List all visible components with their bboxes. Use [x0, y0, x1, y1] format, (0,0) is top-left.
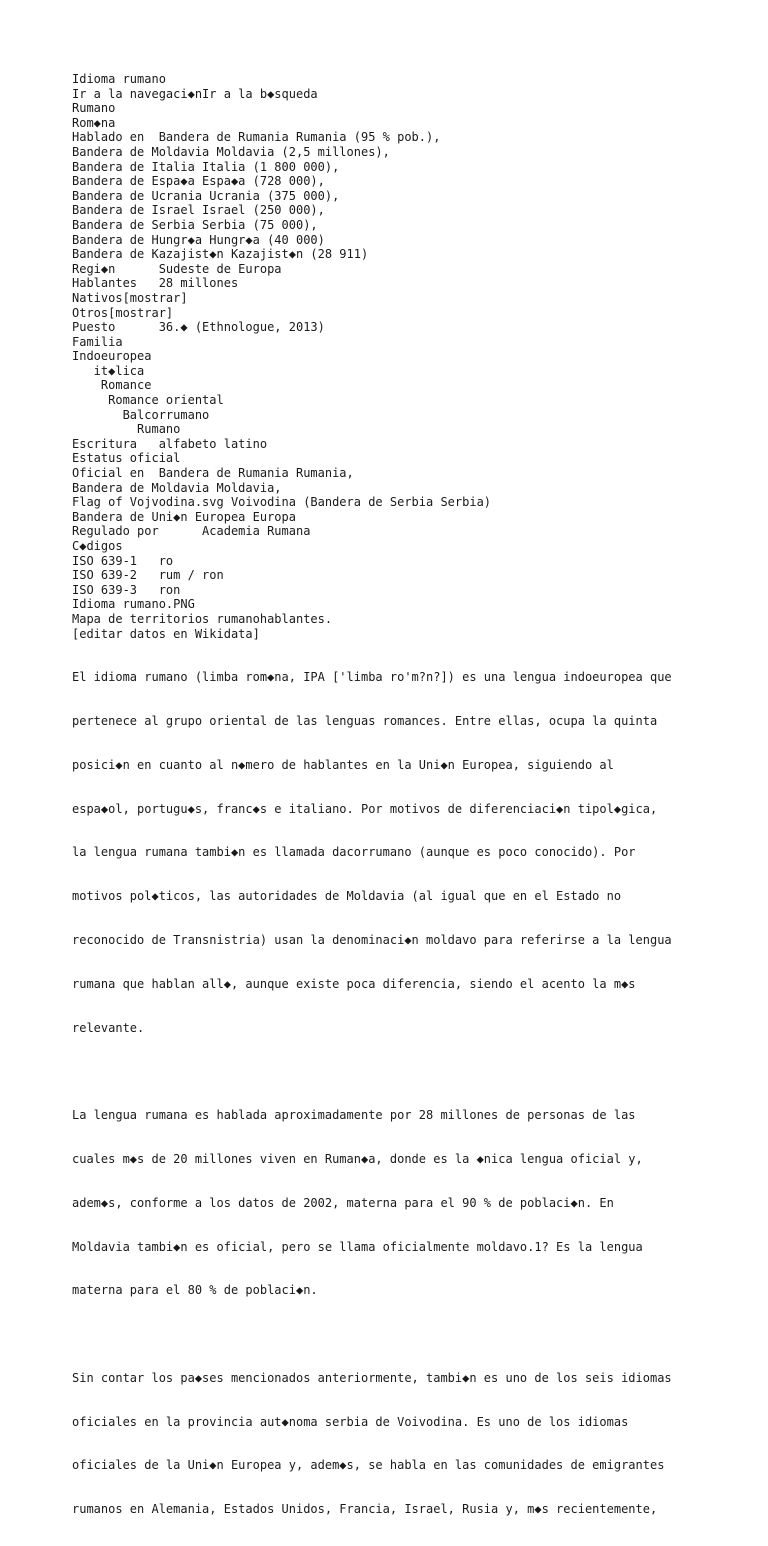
paragraph-line: reconocido de Transnistria) usan la denominaci◆n moldavo para referirse a la lengua [72, 933, 672, 948]
infobox-block [72, 72, 712, 641]
document-body [72, 72, 712, 1546]
paragraph-line: posici◆n en cuanto al n◆mero de hablantes en la Uni◆n Europea, siguiendo al [72, 757, 614, 772]
paragraph-line: oficiales en la provincia aut◆noma serbia de Voivodina. Es uno de los idiomas [72, 1414, 629, 1429]
paragraph-line: motivos pol◆ticos, las autoridades de Moldavia (al igual que en el Estado no [72, 889, 622, 904]
paragraph-line: cuales m◆s de 20 millones viven en Ruman◆a, donde es la ◆nica lengua oficial y, [72, 1151, 643, 1166]
infobox-line: Bandera de Ucrania Ucrania (375 000), [72, 188, 340, 203]
infobox-line: Bandera de Espa◆a Espa◆a (728 000), [72, 174, 325, 189]
infobox-line: Puesto 36.◆ (Ethnologue, 2013) [72, 320, 325, 335]
infobox-line: ISO 639-1 ro [72, 553, 174, 568]
infobox-line: Bandera de Uni◆n Europea Europa [72, 509, 296, 524]
infobox-line: Estatus oficial [72, 451, 181, 466]
infobox-line: Indoeuropea [72, 349, 152, 364]
infobox-line: Regulado por Academia Rumana [72, 524, 311, 539]
infobox-line: Idioma rumano.PNG [72, 597, 195, 612]
infobox-line: Familia [72, 334, 123, 349]
infobox-line: [editar datos en Wikidata] [72, 626, 260, 641]
paragraph-line: relevante. [72, 1020, 145, 1035]
body-paragraph [72, 641, 712, 1064]
infobox-line: ISO 639-2 rum / ron [72, 568, 224, 583]
infobox-line: Bandera de Serbia Serbia (75 000), [72, 217, 318, 232]
paragraph-line: El idioma rumano (limba rom◆na, IPA ['limba ro'm?n?]) es una lengua indoeuropea que [72, 670, 672, 685]
infobox-line: Romance oriental [72, 393, 224, 408]
infobox-line: Rumano [72, 101, 116, 116]
infobox-line: Oficial en Bandera de Rumania Rumania, [72, 466, 354, 481]
paragraph-line: La lengua rumana es hablada aproximadamente por 28 millones de personas de las [72, 1108, 636, 1123]
infobox-line: Regi◆n Sudeste de Europa [72, 261, 282, 276]
infobox-line: Bandera de Israel Israel (250 000), [72, 203, 325, 218]
paragraph-line: Moldavia tambi◆n es oficial, pero se llama oficialmente moldavo.1? Es la lengua [72, 1239, 643, 1254]
paragraph-line: oficiales de la Uni◆n Europea y, adem◆s, se habla en las comunidades de emigrantes [72, 1458, 665, 1473]
paragraph-line: pertenece al grupo oriental de las lenguas romances. Entre ellas, ocupa la quinta [72, 714, 658, 729]
infobox-line: ISO 639-3 ron [72, 582, 181, 597]
paragraph-gap [72, 1327, 712, 1342]
infobox-line: Escritura alfabeto latino [72, 436, 268, 451]
infobox-line: C◆digos [72, 539, 123, 553]
paragraph-line: adem◆s, conforme a los datos de 2002, materna para el 90 % de poblaci◆n. En [72, 1195, 614, 1210]
infobox-line: Idioma rumano [72, 72, 166, 86]
paragraph-line: rumanos en Alemania, Estados Unidos, Francia, Israel, Rusia y, m◆s recientemente, [72, 1502, 658, 1517]
infobox-line: Bandera de Italia Italia (1 800 000), [72, 159, 340, 174]
infobox-line: Hablado en Bandera de Rumania Rumania (95 % pob.), [72, 130, 441, 145]
infobox-line: Mapa de territorios rumanohablantes. [72, 611, 333, 626]
infobox-line: Ir a la navegaci◆nIr a la b◆squeda [72, 86, 318, 101]
paragraph-line: rumana que hablan all◆, aunque existe poca diferencia, siendo el acento la m◆s [72, 976, 636, 991]
paragraph-line: la lengua rumana tambi◆n es llamada dacorrumano (aunque es poco conocido). Por [72, 845, 636, 860]
paragraph-gap [72, 1064, 712, 1079]
paragraph-line: Sin contar los pa◆ses mencionados anteriormente, tambi◆n es uno de los seis idiomas [72, 1370, 672, 1385]
infobox-line: Bandera de Hungr◆a Hungr◆a (40 000) [72, 232, 325, 247]
infobox-line: Bandera de Moldavia Moldavia, [72, 480, 282, 495]
infobox-line: Hablantes 28 millones [72, 276, 239, 291]
infobox-line: Bandera de Moldavia Moldavia (2,5 millones), [72, 144, 390, 159]
infobox-line: Rumano [72, 422, 181, 437]
infobox-line: Bandera de Kazajist◆n Kazajist◆n (28 911) [72, 247, 369, 262]
infobox-line: Balcorrumano [72, 407, 210, 422]
paragraph-line: espa◆ol, portugu◆s, franc◆s e italiano. Por motivos de diferenciaci◆n tipol◆gica, [72, 801, 658, 816]
infobox-line: it◆lica [72, 363, 145, 378]
infobox-line: Romance [72, 378, 152, 393]
infobox-line: Rom◆na [72, 115, 116, 130]
body-paragraph [72, 1342, 712, 1546]
infobox-line: Otros[mostrar] [72, 305, 174, 320]
infobox-line: Flag of Vojvodina.svg Voivodina (Bandera de Serbia Serbia) [72, 495, 492, 510]
paragraph-line: materna para el 80 % de poblaci◆n. [72, 1283, 318, 1298]
body-paragraph [72, 1079, 712, 1327]
infobox-line: Nativos[mostrar] [72, 290, 188, 305]
